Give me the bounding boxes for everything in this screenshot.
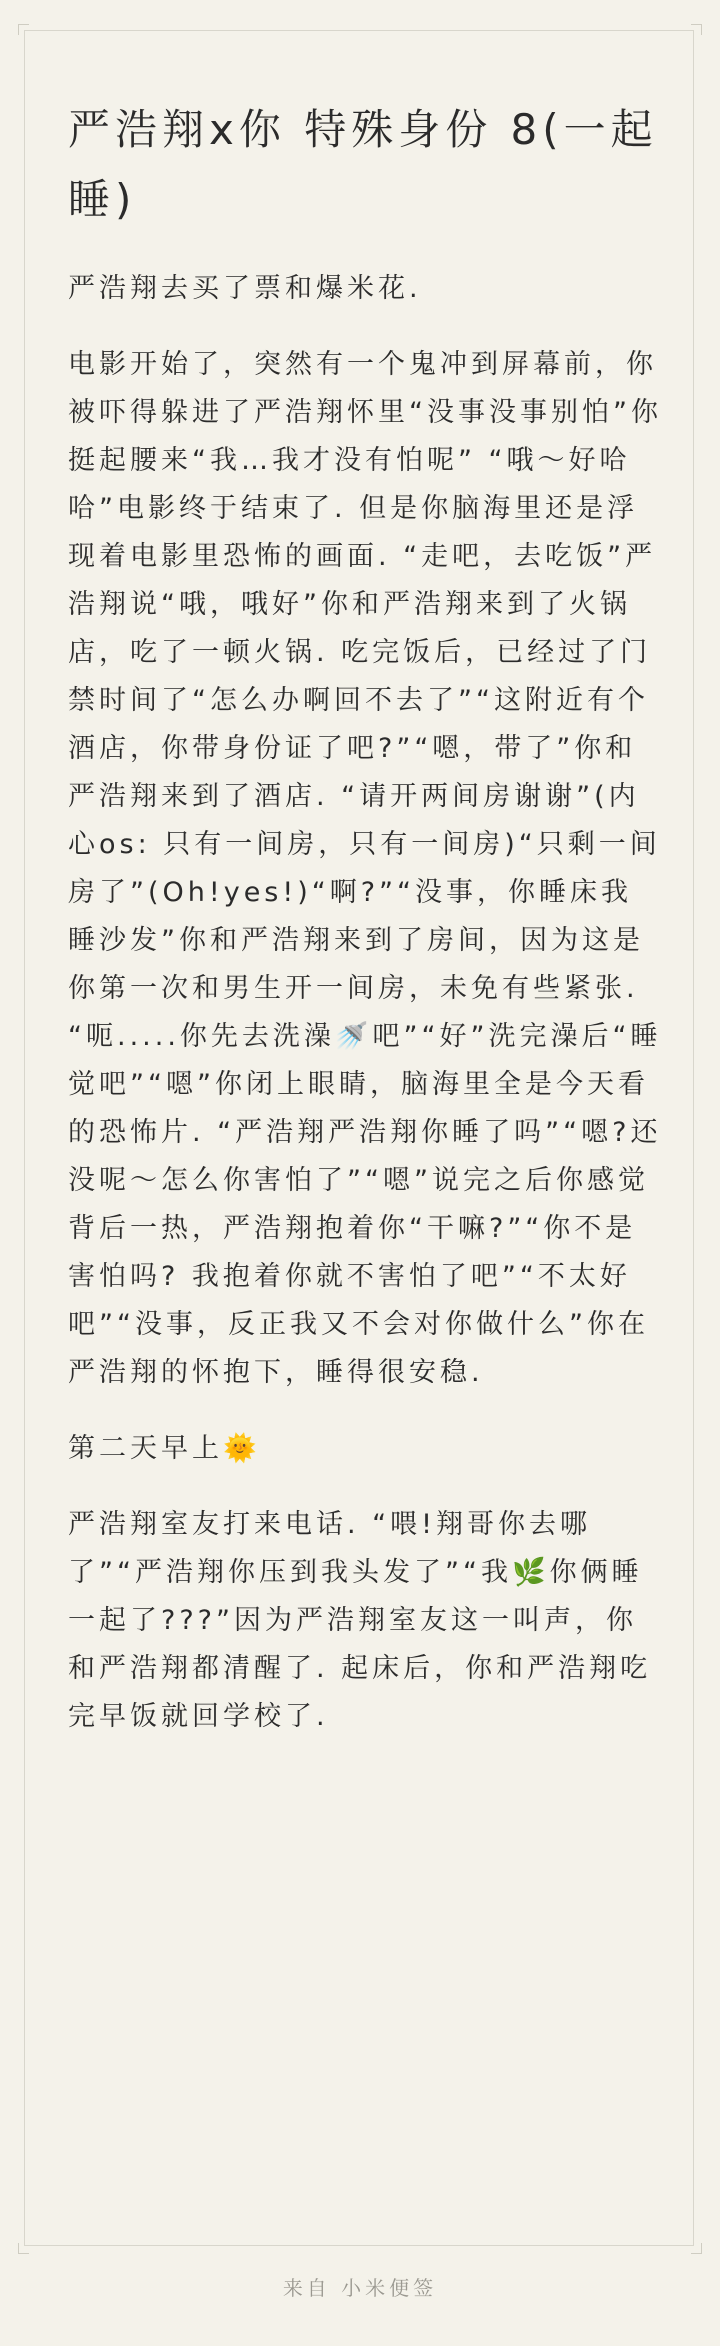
note-paragraph: 严浩翔室友打来电话. “喂!翔哥你去哪了”“严浩翔你压到我头发了”“我🌿你俩睡一起了???”因为严浩翔室友这一叫声，你和严浩翔都清醒了. 起床后，你和严浩翔吃完早饭就回学校了. xyxy=(68,1509,652,1732)
frame-corner-top-right xyxy=(691,24,702,35)
note-paragraph: 严浩翔去买了票和爆米花. xyxy=(68,273,422,304)
source-footer: 来自 小米便签 xyxy=(282,2276,438,2300)
frame-corner-top-left xyxy=(18,24,29,35)
note-title: 严浩翔x你 特殊身份 8(一起睡) xyxy=(68,105,658,224)
note-paragraph: 第二天早上🌞 xyxy=(68,1433,261,1464)
note-paragraph: 电影开始了，突然有一个鬼冲到屏幕前，你被吓得躲进了严浩翔怀里“没事没事别怕”你挺起腰来“我…我才没有怕呢” “哦～好哈哈”电影终于结束了. 但是你脑海里还是浮现着电影里恐怖的画面. “走吧，去吃饭”严浩翔说“哦，哦好”你和严浩翔来到了火锅店，吃了一顿火锅. 吃完饭后，已经过了门禁时间了“怎么办啊回不去了”“这附近有个酒店，你带身份证了吧?”“嗯，带了”你和严浩翔来到了酒店. “请开两间房谢谢”(内心os: 只有一间房，只有一间房)“只剩一间房了”(Oh!yes!)“啊?”“没事，你睡床我睡沙发”你和严浩翔来到了房间，因为这是你第一次和男生开一间房，未免有些紧张. “呃.....你先去洗澡🚿吧”“好”洗完澡后“睡觉吧”“嗯”你闭上眼睛，脑海里全是今天看的恐怖片. “严浩翔严浩翔你睡了吗”“嗯?还没呢～怎么你害怕了”“嗯”说完之后你感觉背后一热，严浩翔抱着你“干嘛?”“你不是害怕吗? 我抱着你就不害怕了吧”“不太好吧”“没事，反正我又不会对你做什么”你在严浩翔的怀抱下，睡得很安稳. xyxy=(68,349,662,1388)
note-content xyxy=(68,95,663,1769)
frame-corner-bottom-left xyxy=(18,2243,29,2254)
frame-corner-bottom-right xyxy=(691,2243,702,2254)
